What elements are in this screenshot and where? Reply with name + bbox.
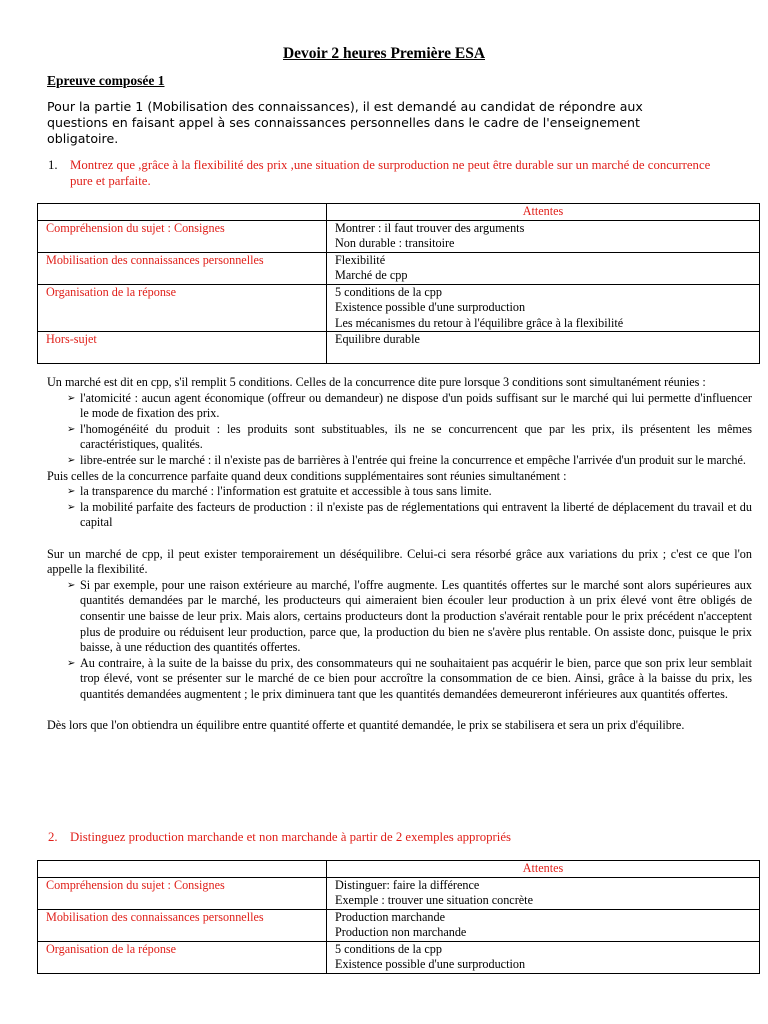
row-line: Marché de cpp [335,268,408,282]
arrow-bullet-icon: ➢ [67,423,76,435]
row-content [327,877,760,909]
arrow-bullet-icon: ➢ [67,579,76,591]
row-line: Les mécanismes du retour à l'équilibre grâce à la flexibilité [335,315,624,330]
row-label: Mobilisation des connaissances personnelles [38,909,327,941]
intro-paragraph: Pour la partie 1 (Mobilisation des connaissances), il est demandé au candidat de répondre aux questions en faisant appel à ses connaissances personnelles dans le cadre de l'enseignement obligatoire. [47,99,643,146]
row-line: Non durable : transitoire [335,236,455,250]
row-content [327,284,760,332]
list-item [47,391,752,422]
list-item-text: Si par exemple, pour une raison extérieure au marché, l'offre augmente. Les quantités offertes sur le marché sont alors supérieures aux quantités demandées par le marché, les producteurs qui aimeraient bien écouler leur production à un prix élevé vont être obligés de consentir une baisse de leur prix. Mais alors, certains producteurs dont la production s'avérait rentable pour le prix précédent n'acceptent plus de produire ou réduisent leur production, parce que, la production du bien ne s'avère plus rentable. On assiste donc, puisque le prix baisse, à une réduction des quantités offertes. [80,577,752,655]
row-content [327,252,760,284]
list-item [47,578,752,656]
answer-paragraph: Puis celles de la concurrence parfaite quand deux conditions supplémentaires sont réunies simultanément : [47,468,567,483]
list-item-text: la transparence du marché : l'information est gratuite et accessible à tous sans limite. [80,484,492,499]
row-label: Organisation de la réponse [38,284,327,332]
question-2 [48,829,725,845]
table-row [38,941,760,973]
arrow-bullet-icon: ➢ [67,657,76,669]
document-title: Devoir 2 heures Première ESA [282,45,486,62]
list-item [47,500,752,531]
row-label: Compréhension du sujet : Consignes [38,877,327,909]
row-line: Exemple : trouver une situation concrète [335,893,533,907]
row-line: 5 conditions de la cpp [335,941,442,956]
row-content [327,941,760,973]
list-item-text: libre-entrée sur le marché : il n'existe pas de barrières à l'entrée qui freine la concurrence et empêche l'arrivée d'un produit sur le marché. [80,452,746,467]
expectations-table-1 [37,203,760,364]
arrow-bullet-icon: ➢ [67,501,76,513]
row-line: Equilibre durable [335,332,420,346]
list-item [47,453,752,469]
list-item [47,484,752,500]
question-1 [48,157,725,189]
table-row [38,332,760,364]
table-row [38,909,760,941]
question-1-text: Montrez que ,grâce à la flexibilité des prix ,une situation de surproduction ne peut être durable sur un marché de concurrence pure et parfaite. [70,158,711,188]
expectations-table-2 [37,860,760,974]
row-label: Organisation de la réponse [38,941,327,973]
table-header-row [38,861,760,878]
row-line: 5 conditions de la cpp [335,284,442,299]
row-line: Flexibilité [335,252,386,267]
row-line: Montrer : il faut trouver des arguments [335,220,525,235]
row-content [327,220,760,252]
answer-paragraph: Dès lors que l'on obtiendra un équilibre entre quantité offerte et quantité demandée, le prix se stabilisera et sera un prix d'équilibre. [47,718,685,733]
row-label: Hors-sujet [38,332,327,364]
question-2-number: 2. [48,830,58,844]
list-item-text: Au contraire, à la suite de la baisse du prix, des consommateurs qui ne souhaitaient pas acquérir le bien, parce que son prix leur semblait trop élevé, vont se présenter sur le marché de ce bien pour accroître la consommation de ce bien. Ainsi, grâce à la baisse du prix, les quantités demandées augmentent ; le prix diminuera tant que les quantités demandées demeureront inférieures aux quantités offertes. [80,655,752,701]
row-content [327,332,760,364]
list-item [47,656,752,703]
table-header-cell: Attentes [327,204,760,221]
answer-text [47,375,752,734]
answer-paragraph: Un marché est dit en cpp, s'il remplit 5 conditions. Celles de la concurrence dite pure lorsque 3 conditions sont simultanément réunies : [47,375,706,389]
table-row [38,252,760,284]
table-row [38,284,760,332]
row-line: Production marchande [335,909,445,924]
row-label: Mobilisation des connaissances personnelles [38,252,327,284]
list-item-text: l'atomicité : aucun agent économique (offreur ou demandeur) ne dispose d'un poids suffisant sur le marché qui lui permette d'influencer le mode de fixation des prix. [80,390,752,421]
section-subtitle: Epreuve composée 1 [47,73,165,88]
table-header-empty [38,204,327,221]
row-content [327,909,760,941]
table-header-empty [38,861,327,878]
question-1-number: 1. [48,158,58,172]
arrow-bullet-icon: ➢ [67,392,76,404]
row-line: Production non marchande [335,925,467,939]
list-item [47,422,752,453]
arrow-bullet-icon: ➢ [67,486,76,498]
row-line: Existence possible d'une surproduction [335,957,526,971]
row-label: Compréhension du sujet : Consignes [38,220,327,252]
question-2-text: Distinguez production marchande et non marchande à partir de 2 exemples appropriés [70,830,511,844]
answer-paragraph: Sur un marché de cpp, il peut exister temporairement un déséquilibre. Celui-ci sera résorbé grâce aux variations du prix ; c'est ce que l'on appelle la flexibilité. [47,546,752,577]
table-header-row [38,204,760,221]
list-item-text: l'homogénéité du produit : les produits sont substituables, ils ne se concurrencent que par les prix, ils présentent les mêmes caractéristiques, qualités. [80,421,752,452]
arrow-bullet-icon: ➢ [67,454,76,466]
table-row [38,220,760,252]
table-header-cell: Attentes [327,861,760,878]
row-line: Existence possible d'une surproduction [335,300,526,314]
row-line: Distinguer: faire la différence [335,877,480,892]
table-row [38,877,760,909]
list-item-text: la mobilité parfaite des facteurs de production : il n'existe pas de réglementations qui entravent la liberté de déplacement du travail et du capital [80,499,752,530]
